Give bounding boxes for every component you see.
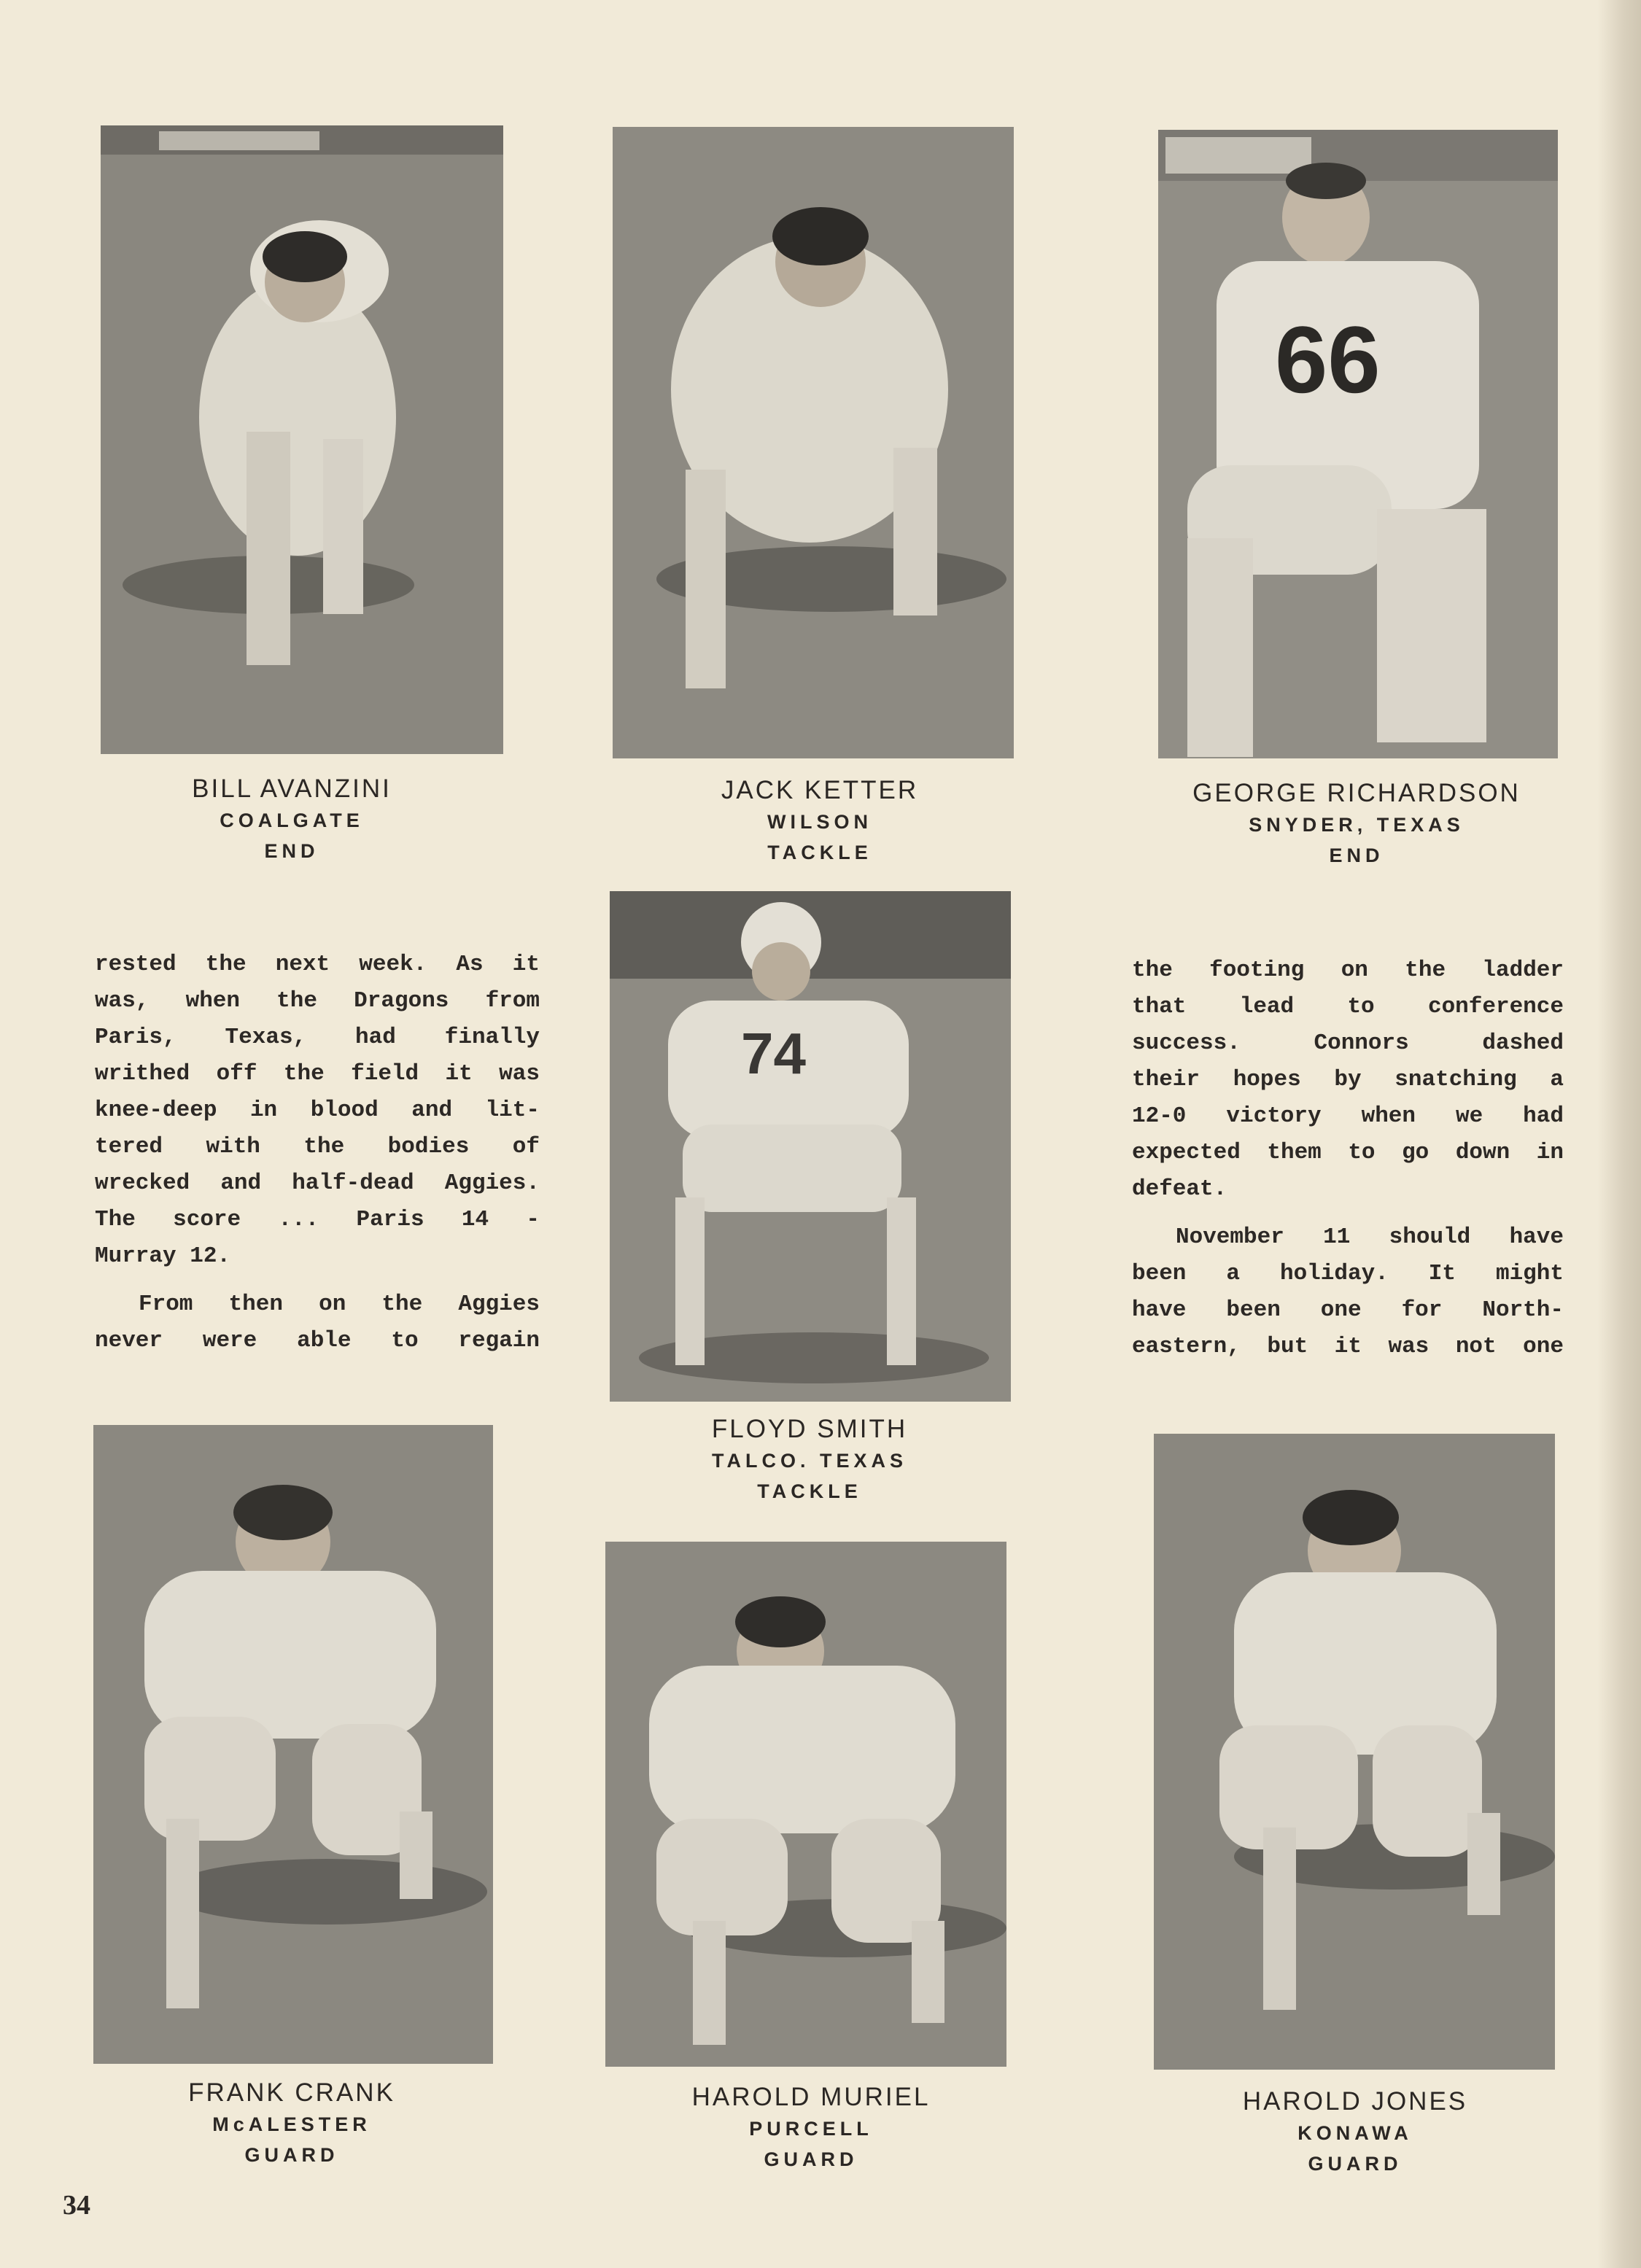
player-photo-crank	[93, 1425, 493, 2064]
player-name: JACK KETTER	[721, 776, 919, 804]
player-name: GEORGE RICHARDSON	[1192, 779, 1521, 807]
player-name: HAROLD JONES	[1242, 2087, 1468, 2116]
text-line: rested the next week. As it	[95, 952, 540, 977]
player-position: GUARD	[1308, 2153, 1403, 2175]
svg-text:66: 66	[1275, 306, 1381, 413]
player-name: HAROLD MURIEL	[691, 2083, 931, 2111]
text-line: Murray 12.	[95, 1243, 231, 1269]
caption-ketter	[616, 774, 1024, 868]
player-name: BILL AVANZINI	[192, 774, 392, 803]
page-edge-shadow	[1597, 0, 1641, 2268]
text-line: expected them to go down in	[1132, 1140, 1564, 1165]
text-line: From then on the Aggies	[139, 1292, 540, 1317]
player-hometown: TALCO. TEXAS	[711, 1450, 907, 1472]
caption-crank	[88, 2077, 496, 2170]
page-number: 34	[63, 2190, 90, 2221]
text-line: defeat.	[1132, 1176, 1227, 1202]
text-line: their hopes by snatching a	[1132, 1067, 1564, 1092]
text-line: wrecked and half-dead Aggies.	[95, 1170, 540, 1196]
player-photo-avanzini	[101, 125, 503, 754]
text-line: success. Connors dashed	[1132, 1030, 1564, 1056]
svg-text:74: 74	[741, 1021, 806, 1086]
article-text-left	[95, 947, 540, 1359]
player-name: FLOYD SMITH	[711, 1415, 908, 1443]
player-photo-ketter	[613, 127, 1014, 758]
player-position: GUARD	[764, 2148, 858, 2170]
caption-smith	[605, 1413, 1014, 1507]
text-line: 12-0 victory when we had	[1132, 1103, 1564, 1129]
player-photo-smith	[610, 891, 1011, 1402]
player-position: TACKLE	[767, 842, 872, 863]
text-line: November 11 should have	[1176, 1224, 1564, 1250]
caption-jones	[1151, 2086, 1559, 2179]
text-line: knee-deep in blood and lit-	[95, 1098, 540, 1123]
caption-muriel	[607, 2081, 1015, 2175]
text-line: never were able to regain	[95, 1328, 540, 1354]
player-name: FRANK CRANK	[188, 2078, 395, 2107]
player-photo-muriel	[605, 1542, 1006, 2067]
player-position: TACKLE	[757, 1480, 862, 1502]
caption-avanzini	[88, 773, 496, 866]
text-line: have been one for North-	[1132, 1297, 1564, 1323]
text-line: tered with the bodies of	[95, 1134, 540, 1160]
text-line: writhed off the field it was	[95, 1061, 540, 1087]
player-position: END	[264, 840, 319, 862]
player-hometown: SNYDER, TEXAS	[1249, 814, 1465, 836]
player-position: END	[1329, 844, 1384, 866]
text-line: was, when the Dragons from	[95, 988, 540, 1014]
player-hometown: KONAWA	[1297, 2122, 1413, 2144]
player-hometown: COALGATE	[220, 809, 364, 831]
caption-richardson	[1152, 777, 1561, 871]
player-photo-richardson	[1158, 130, 1558, 758]
player-hometown: WILSON	[767, 811, 872, 833]
text-line: Paris, Texas, had finally	[95, 1025, 540, 1050]
player-photo-jones	[1154, 1434, 1555, 2070]
article-text-right	[1132, 952, 1564, 1365]
text-line: the footing on the ladder	[1132, 958, 1564, 983]
player-hometown: McALESTER	[212, 2113, 371, 2135]
text-line: been a holiday. It might	[1132, 1261, 1564, 1286]
text-line: that lead to conference	[1132, 994, 1564, 1020]
text-line: The score ... Paris 14 -	[95, 1207, 540, 1232]
text-line: eastern, but it was not one	[1132, 1334, 1564, 1359]
player-position: GUARD	[244, 2144, 339, 2166]
player-hometown: PURCELL	[749, 2118, 873, 2140]
